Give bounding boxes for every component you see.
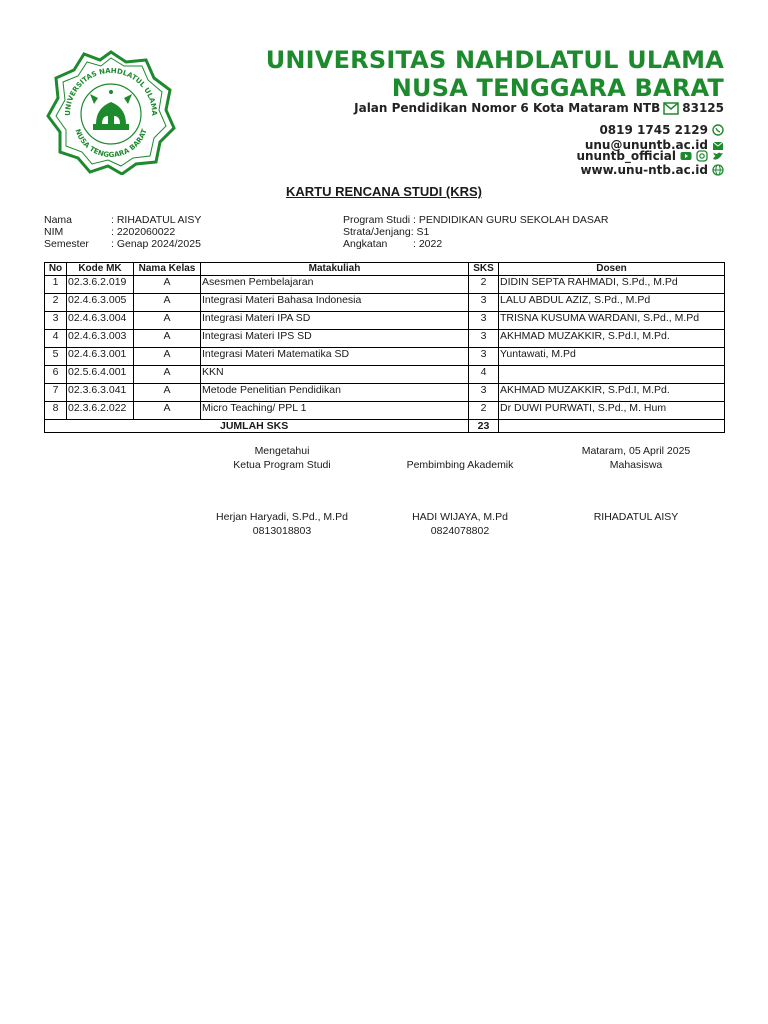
total-row: [45, 420, 725, 433]
table-row: [45, 348, 725, 366]
cell-no: 4: [45, 330, 67, 348]
cell-matakuliah: Integrasi Materi Bahasa Indonesia: [201, 294, 469, 312]
cell-no: 6: [45, 366, 67, 384]
cell-kelas: A: [134, 384, 201, 402]
cell-matakuliah: Asesmen Pembelajaran: [201, 276, 469, 294]
semester-value: : Genap 2024/2025: [111, 238, 201, 250]
cell-kode-mk: 02.3.6.2.019: [67, 276, 134, 294]
cell-no: 8: [45, 402, 67, 420]
cell-sks: 3: [469, 348, 499, 366]
total-label: JUMLAH SKS: [45, 420, 469, 433]
signature-space: [380, 472, 540, 510]
svg-text:UNIVERSITAS NAHDLATUL ULAMA: UNIVERSITAS NAHDLATUL ULAMA: [63, 66, 159, 116]
website-url: www.unu-ntb.ac.id: [580, 162, 708, 177]
header-dosen: Dosen: [499, 263, 725, 276]
krs-table: [44, 262, 725, 433]
student-info-left: [44, 214, 201, 250]
university-logo-icon: [46, 50, 176, 175]
address-text: Jalan Pendidikan Nomor 6 Kota Mataram NTB: [354, 101, 661, 115]
cell-dosen: Yuntawati, M.Pd: [499, 348, 725, 366]
total-sks: 23: [469, 420, 499, 433]
phone-line: [599, 122, 724, 137]
cell-sks: 3: [469, 312, 499, 330]
social-handle: ununtb_official: [576, 148, 676, 163]
cell-kode-mk: 02.3.6.2.022: [67, 402, 134, 420]
signature-mahasiswa: [556, 444, 716, 524]
cell-kelas: A: [134, 366, 201, 384]
cell-kode-mk: 02.4.6.3.001: [67, 348, 134, 366]
address-line: [354, 101, 724, 115]
letterhead: [0, 0, 768, 185]
cell-dosen: AKHMAD MUZAKKIR, S.Pd.I, M.Pd.: [499, 384, 725, 402]
pa-phone: 0824078802: [430, 525, 490, 537]
university-name-line2: NUSA TENGGARA BARAT: [391, 74, 724, 102]
table-row: [45, 330, 725, 348]
cell-sks: 4: [469, 366, 499, 384]
angkatan-label: Angkatan: [343, 238, 388, 250]
cell-matakuliah: Micro Teaching/ PPL 1: [201, 402, 469, 420]
semester-label: Semester: [44, 238, 89, 250]
website-line: [580, 162, 724, 177]
document-title: KARTU RENCANA STUDI (KRS): [286, 184, 482, 199]
mahasiswa-title: Mahasiswa: [609, 459, 663, 471]
table-row: [45, 312, 725, 330]
signature-kaprodi: [202, 444, 362, 538]
cell-matakuliah: Integrasi Materi Matematika SD: [201, 348, 469, 366]
nama-value: : RIHADATUL AISY: [111, 214, 202, 226]
cell-dosen: TRISNA KUSUMA WARDANI, S.Pd., M.Pd: [499, 312, 725, 330]
table-row: [45, 294, 725, 312]
signature-pembimbing: [380, 458, 540, 538]
twitter-icon: [712, 150, 724, 162]
header-matakuliah: Matakuliah: [201, 263, 469, 276]
cell-kelas: A: [134, 348, 201, 366]
cell-kelas: A: [134, 312, 201, 330]
kaprodi-title: Ketua Program Studi: [233, 459, 331, 471]
whatsapp-icon: [712, 124, 724, 136]
cell-kode-mk: 02.5.6.4.001: [67, 366, 134, 384]
phone-number: 0819 1745 2129: [599, 122, 708, 137]
cell-dosen: LALU ABDUL AZIZ, S.Pd., M.Pd: [499, 294, 725, 312]
pa-title: Pembimbing Akademik: [406, 459, 514, 471]
svg-text:NUSA TENGGARA BARAT: NUSA TENGGARA BARAT: [73, 127, 149, 160]
cell-no: 3: [45, 312, 67, 330]
cell-kelas: A: [134, 330, 201, 348]
signature-space: [556, 472, 716, 510]
university-name: [266, 46, 724, 102]
postal-code: 83125: [682, 101, 724, 115]
header-kode-mk: Kode MK: [67, 263, 134, 276]
pa-name: HADI WIJAYA, M.Pd: [412, 511, 508, 523]
youtube-icon: [680, 150, 692, 162]
cell-dosen: AKHMAD MUZAKKIR, S.Pd.I, M.Pd.: [499, 330, 725, 348]
mahasiswa-name: RIHADATUL AISY: [593, 511, 679, 523]
cell-sks: 3: [469, 384, 499, 402]
cell-kelas: A: [134, 276, 201, 294]
table-header-row: [45, 263, 725, 276]
cell-sks: 3: [469, 330, 499, 348]
cell-kode-mk: 02.4.6.3.004: [67, 312, 134, 330]
table-row: [45, 402, 725, 420]
nim-label: NIM: [44, 226, 64, 238]
social-line: [576, 148, 724, 163]
nama-label: Nama: [44, 214, 73, 226]
email-address: unu@ununtb.ac.id: [584, 137, 708, 152]
kaprodi-name: Herjan Haryadi, S.Pd., M.Pd: [216, 511, 348, 523]
place-date: Mataram, 05 April 2025: [581, 445, 691, 457]
table-row: [45, 366, 725, 384]
cell-no: 2: [45, 294, 67, 312]
nim-value: : 2202060022: [111, 226, 176, 238]
cell-matakuliah: KKN: [201, 366, 469, 384]
mail-envelope-icon: [663, 102, 679, 115]
cell-matakuliah: Integrasi Materi IPS SD: [201, 330, 469, 348]
cell-dosen: [499, 366, 725, 384]
cell-no: 5: [45, 348, 67, 366]
student-info-right: [343, 214, 609, 250]
program-studi: Program Studi : PENDIDIKAN GURU SEKOLAH DASAR: [343, 214, 609, 226]
cell-kode-mk: 02.4.6.3.005: [67, 294, 134, 312]
cell-no: 1: [45, 276, 67, 294]
table-row: [45, 276, 725, 294]
globe-icon: [712, 164, 724, 176]
cell-matakuliah: Metode Penelitian Pendidikan: [201, 384, 469, 402]
cell-sks: 2: [469, 402, 499, 420]
cell-matakuliah: Integrasi Materi IPA SD: [201, 312, 469, 330]
cell-kelas: A: [134, 402, 201, 420]
instagram-icon: [696, 150, 708, 162]
angkatan-value: : 2022: [413, 238, 443, 250]
signature-space: [202, 472, 362, 510]
header-nama-kelas: Nama Kelas: [134, 263, 201, 276]
cell-kode-mk: 02.3.6.3.041: [67, 384, 134, 402]
kaprodi-phone: 0813018803: [252, 525, 312, 537]
cell-sks: 2: [469, 276, 499, 294]
cell-dosen: Dr DUWI PURWATI, S.Pd., M. Hum: [499, 402, 725, 420]
cell-dosen: DIDIN SEPTA RAHMADI, S.Pd., M.Pd: [499, 276, 725, 294]
university-name-line1: UNIVERSITAS NAHDLATUL ULAMA: [265, 46, 724, 74]
mengetahui-text: Mengetahui: [254, 445, 310, 457]
cell-kelas: A: [134, 294, 201, 312]
cell-sks: 3: [469, 294, 499, 312]
header-sks: SKS: [469, 263, 499, 276]
cell-kode-mk: 02.4.6.3.003: [67, 330, 134, 348]
table-row: [45, 384, 725, 402]
header-no: No: [45, 263, 67, 276]
total-empty-cell: [499, 420, 725, 433]
cell-no: 7: [45, 384, 67, 402]
strata-jenjang: Strata/Jenjang: S1: [343, 226, 430, 238]
